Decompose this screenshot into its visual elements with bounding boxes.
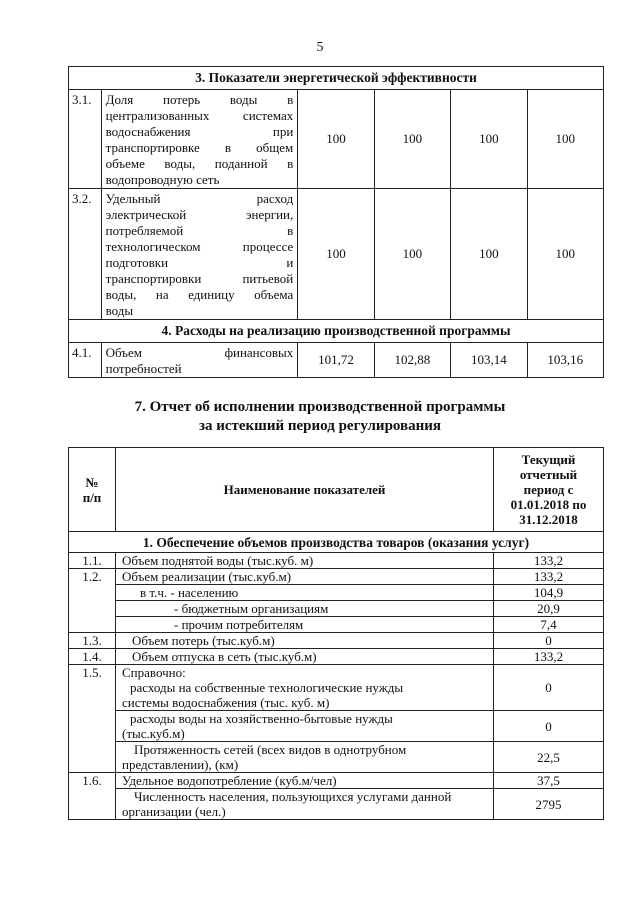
header-period-line: 01.01.2018 по — [510, 497, 587, 512]
name-line: потребляемой в — [105, 223, 294, 238]
table-row — [69, 617, 604, 633]
indicator-name: Объем поднятой воды (тыс.куб. м) — [116, 553, 494, 569]
indicator-name — [101, 343, 298, 378]
name-line: транспортировки питьевой — [105, 271, 294, 286]
row-number: 1.2. — [69, 569, 116, 633]
table-row — [69, 601, 604, 617]
table-row — [69, 742, 604, 773]
name-line: Доля потерь воды в — [105, 92, 294, 107]
indicator-name — [101, 189, 298, 320]
table-row — [69, 90, 604, 189]
value-cell: 133,2 — [494, 569, 604, 585]
table-row — [69, 189, 604, 320]
value-cell: 0 — [494, 665, 604, 711]
name-line: подготовки и — [105, 255, 294, 270]
header-current-period — [494, 448, 604, 532]
section-4-row — [69, 320, 604, 343]
table-row — [69, 569, 604, 585]
section-4-title: 4. Расходы на реализацию производственной программы — [69, 320, 604, 343]
row-number: 1.4. — [69, 649, 116, 665]
row-number: 1.6. — [69, 773, 116, 820]
header-number — [69, 448, 116, 532]
section-7-heading — [0, 398, 640, 436]
value-cell: 100 — [374, 90, 450, 189]
row-number: 1.1. — [69, 553, 116, 569]
value-cell: 103,16 — [527, 343, 603, 378]
report-table — [68, 447, 604, 820]
table-row — [69, 343, 604, 378]
value-cell: 100 — [298, 189, 374, 320]
name-line: транспортировке в общем — [105, 140, 294, 155]
name-line: водоснабжения при — [105, 124, 294, 139]
name-line: технологическом процессе — [105, 239, 294, 254]
value-cell: 100 — [527, 90, 603, 189]
header-period-line: Текущий — [521, 452, 576, 467]
section-3-row — [69, 67, 604, 90]
row-number: 1.5. — [69, 665, 116, 773]
header-period-line: отчетный — [519, 467, 578, 482]
section-1-title: 1. Обеспечение объемов производства товаров (оказания услуг) — [69, 532, 604, 553]
indicators-table — [68, 66, 604, 378]
table-row — [69, 585, 604, 601]
value-cell: 103,14 — [451, 343, 527, 378]
value-cell: 100 — [527, 189, 603, 320]
indicator-name: - бюджетным организациям — [116, 601, 494, 617]
name-line: расходы на собственные технологические нужды — [130, 680, 404, 695]
indicator-name — [116, 789, 494, 820]
value-cell: 7,4 — [494, 617, 604, 633]
value-cell: 22,5 — [494, 742, 604, 773]
section-1-row — [69, 532, 604, 553]
indicator-name: Объем потерь (тыс.куб.м) — [116, 633, 494, 649]
name-line: расходы воды на хозяйственно-бытовые нужды — [130, 711, 393, 726]
value-cell: 104,9 — [494, 585, 604, 601]
row-number: 1.3. — [69, 633, 116, 649]
page-number: 5 — [316, 40, 324, 55]
header-row — [69, 448, 604, 532]
name-line: Объем финансовых — [105, 345, 294, 360]
name-line: системы водоснабжения (тыс. куб. м) — [122, 695, 330, 710]
name-line: воды — [105, 303, 134, 318]
indicator-name — [101, 90, 298, 189]
indicator-name — [116, 742, 494, 773]
name-line: организации (чел.) — [122, 804, 226, 819]
value-cell: 37,5 — [494, 773, 604, 789]
table-row — [69, 633, 604, 649]
heading-line-1: 7. Отчет об исполнении производственной программы — [134, 399, 506, 415]
table-row — [69, 649, 604, 665]
table-row — [69, 711, 604, 742]
header-number-line: № — [85, 474, 99, 490]
name-line: (тыс.куб.м) — [122, 726, 185, 741]
name-line: потребностей — [105, 361, 182, 376]
name-line: объеме воды, поданной в — [105, 156, 294, 171]
value-cell: 100 — [374, 189, 450, 320]
name-line: Численность населения, пользующихся услугами данной — [134, 789, 452, 804]
value-cell: 100 — [451, 90, 527, 189]
header-name: Наименование показателей — [116, 448, 494, 532]
value-cell: 0 — [494, 711, 604, 742]
name-line: водопроводную сеть — [105, 172, 220, 187]
table-row — [69, 773, 604, 789]
table-row — [69, 665, 604, 711]
name-line: Удельный расход — [105, 191, 294, 206]
table-row — [69, 553, 604, 569]
name-line: воды, на единицу объема — [105, 287, 294, 302]
header-period-line: 31.12.2018 — [519, 512, 578, 527]
heading-line-2: за истекший период регулирования — [198, 418, 442, 434]
value-cell: 102,88 — [374, 343, 450, 378]
value-cell: 2795 — [494, 789, 604, 820]
indicator-name: Объем реализации (тыс.куб.м) — [116, 569, 494, 585]
header-period-line: период с — [523, 482, 574, 497]
name-line: Протяженность сетей (всех видов в однотрубном — [134, 742, 407, 757]
value-cell: 133,2 — [494, 649, 604, 665]
row-number: 4.1. — [69, 343, 102, 378]
row-number: 3.1. — [69, 90, 102, 189]
value-cell: 101,72 — [298, 343, 374, 378]
value-cell: 20,9 — [494, 601, 604, 617]
indicator-name — [116, 665, 494, 711]
indicator-name: в т.ч. - населению — [116, 585, 494, 601]
name-line: централизованных системах — [105, 108, 294, 123]
indicator-name: Удельное водопотребление (куб.м/чел) — [116, 773, 494, 789]
value-cell: 100 — [298, 90, 374, 189]
indicator-name — [116, 711, 494, 742]
indicator-name: Объем отпуска в сеть (тыс.куб.м) — [116, 649, 494, 665]
value-cell: 100 — [451, 189, 527, 320]
value-cell: 0 — [494, 633, 604, 649]
table-row — [69, 789, 604, 820]
section-3-title: 3. Показатели энергетической эффективности — [69, 67, 604, 90]
name-line: электрической энергии, — [105, 207, 294, 222]
header-number-line: п/п — [82, 489, 102, 505]
value-cell: 133,2 — [494, 553, 604, 569]
indicator-name: - прочим потребителям — [116, 617, 494, 633]
row-number: 3.2. — [69, 189, 102, 320]
name-line: представлении), (км) — [122, 757, 239, 772]
reference-label: Справочно: — [122, 665, 186, 680]
